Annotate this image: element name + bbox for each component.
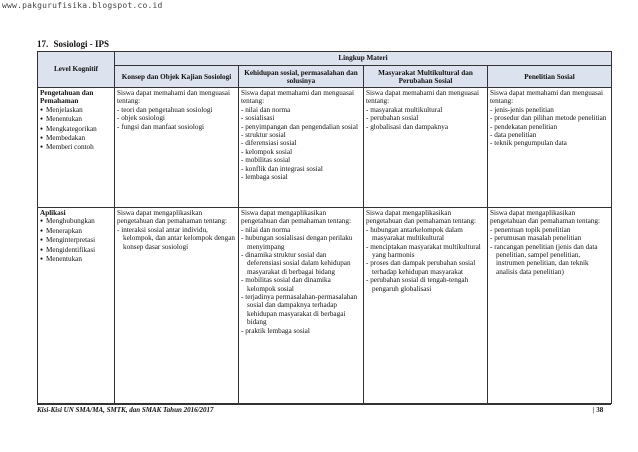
cell-intro: Siswa dapat memahami dan menguasai tentang: (241, 89, 354, 106)
list-item: - data penelitian (490, 131, 609, 139)
materi-cell (364, 208, 488, 404)
cell-intro: Siswa dapat memahami dan menguasai tentang: (490, 89, 603, 106)
materi-cell (488, 88, 612, 208)
level-cell (38, 88, 115, 208)
list-item: - globalisasi dan dampaknya (366, 123, 485, 131)
level-list (40, 217, 112, 264)
cell-intro: Siswa dapat mengaplikasikan pengetahuan dan pemahaman tentang: (117, 209, 227, 226)
header-lingkup: Lingkup Materi (115, 52, 612, 66)
list-item: - mobilitas sosial dan dinamika kelompok sosial (241, 276, 361, 293)
cell-list (241, 226, 361, 335)
list-item: - interaksi sosial antar individu, kelompok, dan antar kelompok dengan konsep dasar sosiologi (117, 226, 236, 251)
cell-intro: Siswa dapat mengaplikasikan pengetahuan dan pemahaman tentang: (490, 209, 600, 226)
list-item: - nilai dan norma (241, 226, 361, 234)
cell-intro: Siswa dapat memahami dan menguasai tentang: (117, 89, 230, 106)
materi-cell (488, 208, 612, 404)
list-item: - teknik pengumpulan data (490, 139, 609, 147)
level-item: ● Menentukan (40, 115, 112, 124)
cell-list (241, 106, 361, 182)
list-item: - fungsi dan manfaat sosiologi (117, 123, 236, 131)
level-item: ● Menginterpretasi (40, 236, 112, 245)
list-item: - lembaga sosial (241, 173, 361, 181)
cell-list (490, 106, 609, 148)
list-item: - perubahan sosial (366, 114, 485, 122)
section-name: Sosiologi - IPS (53, 39, 110, 49)
table-row (38, 208, 612, 404)
list-item: - diferensiasi sosial (241, 139, 361, 147)
list-item: - kelompok sosial (241, 148, 361, 156)
list-item: - hubungan sosialisasi dengan perilaku menyimpang (241, 234, 361, 251)
cell-intro: Siswa dapat mengaplikasikan pengetahuan dan pemahaman tentang: (366, 209, 476, 226)
list-item: - mobilitas sosial (241, 156, 361, 164)
list-item: - pendekatan penelitian (490, 123, 609, 131)
level-item: ● Memberi contoh (40, 143, 112, 152)
level-list (40, 106, 112, 153)
level-item: ● Membedakan (40, 134, 112, 143)
header-col-4: Penelitian Sosial (488, 66, 612, 88)
level-title: Pengetahuan dan Pemahaman (40, 89, 94, 106)
materi-cell (115, 208, 239, 404)
footer-text: Kisi-Kisi UN SMA/MA, SMTK, dan SMAK Tahun 2016/2017 (37, 406, 214, 414)
table-row (38, 88, 612, 208)
materi-cell (115, 88, 239, 208)
list-item: - dinamika struktur sosial dan deferensiasi sosial dalam kehidupan masyarakat di berbagai bidang (241, 251, 361, 276)
list-item: - objek sosiologi (117, 114, 236, 122)
list-item: - hubungan antarkelompok dalam masyarakat multikultural (366, 226, 485, 243)
list-item: - konflik dan integrasi sosial (241, 165, 361, 173)
list-item: - sosialisasi (241, 114, 361, 122)
list-item: - praktik lembaga sosial (241, 327, 361, 335)
level-item: ● Mengkategorikan (40, 125, 112, 134)
header-col-2: Kehidupan sosial, permasalahan dan solusinya (239, 66, 364, 88)
cell-list (117, 106, 236, 131)
list-item: - perumusan masalah penelitian (490, 234, 609, 242)
list-item: - terjadinya permasalahan-permasalahan sosial dan dampaknya terhadap kehidupan masyarakat di berbagai bidang (241, 293, 361, 327)
cell-list (366, 106, 485, 131)
section-number: 17. (37, 39, 49, 49)
header-col-3: Masyarakat Multikultural dan Perubahan Sosial (364, 66, 488, 88)
kisi-kisi-table (37, 51, 612, 404)
materi-cell (239, 208, 364, 404)
list-item: - penyimpangan dan pengendalian sosial (241, 123, 361, 131)
list-item: - menciptakan masyarakat multikultural yang harmonis (366, 243, 485, 260)
list-item: - perubahan sosial di tengah-tengah pengaruh globalisasi (366, 276, 485, 293)
level-item: ● Menghubungkan (40, 217, 112, 226)
page-number: | 38 (593, 406, 604, 414)
footer-rule (37, 404, 611, 405)
level-cell (38, 208, 115, 404)
materi-cell (239, 88, 364, 208)
materi-cell (364, 88, 488, 208)
cell-list (366, 226, 485, 293)
header-level: Level Kognitif (38, 52, 115, 88)
cell-intro: Siswa dapat memahami dan menguasai tentang: (366, 89, 479, 106)
list-item: - proses dan dampak perubahan sosial terhadap kehidupan masyarakat (366, 259, 485, 276)
list-item: - rancangan penelitian (jenis dan data penelitian, sampel penelitian, instrumen penelitian, dan teknik analisis data penelitian) (490, 243, 609, 277)
cell-list (490, 226, 609, 276)
header-col-1: Konsep dan Objek Kajian Sosiologi (115, 66, 239, 88)
cell-intro: Siswa dapat mengaplikasikan pengetahuan dan pemahaman tentang: (241, 209, 351, 226)
list-item: - nilai dan norma (241, 106, 361, 114)
section-title (37, 39, 112, 49)
watermark: www.pakgurufisika.blogspot.co.id (2, 1, 163, 10)
level-item: ● Menerapkan (40, 227, 112, 236)
list-item: - struktur sosial (241, 131, 361, 139)
list-item: - jenis-jenis penelitian (490, 106, 609, 114)
list-item: - teori dan pengetahuan sosiologi (117, 106, 236, 114)
level-title: Aplikasi (40, 209, 66, 217)
list-item: - masyarakat multikultural (366, 106, 485, 114)
level-item: ● Menentukan (40, 255, 112, 264)
list-item: - penentuan topik penelitian (490, 226, 609, 234)
level-item: ● Menjelaskan (40, 106, 112, 115)
cell-list (117, 226, 236, 251)
list-item: - prosedur dan pilihan metode penelitian (490, 114, 609, 122)
level-item: ● Mengidentifikasi (40, 246, 112, 255)
